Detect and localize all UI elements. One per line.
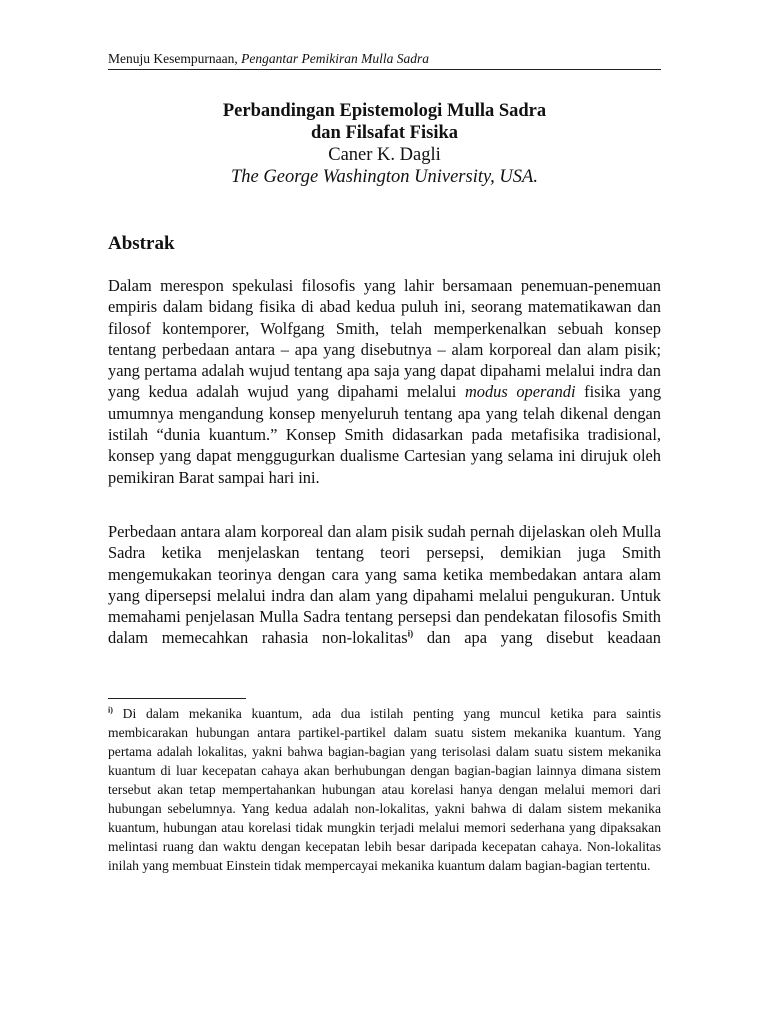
abstract-paragraph-2-text-a: Perbedaan antara alam korporeal dan alam pisik sudah pernah dijelaskan oleh Mulla Sadra ketika menjelaskan tentang teori persepsi, demikian juga Smith mengemukakan teorinya dengan cara yang sama ketika membedakan antara alam yang dipersepsi melalui indra dan alam yang dipahami melalui pengukuran. Untuk memahami penjelasan Mulla Sadra tentang persepsi dan pendekatan filosofis Smith dalam memecahkan rahasia non-lokalitas <box>108 522 661 648</box>
abstract-paragraph-1-text-a: Dalam merespon spekulasi filosofis yang lahir bersamaan penemuan-penemuan empiris dalam bidang fisika di abad kedua puluh ini, seorang matematikawan dan filosof kontemporer, Wolfgang Smith, telah memperkenalkan sebuah konsep tentang perbedaan antara – apa yang disebutnya – alam korporeal dan alam pisik; yang pertama adalah wujud tentang apa saja yang dapat dipahami melalui indra dan yang kedua adalah wujud yang dipahami melalui <box>108 276 661 402</box>
running-header-subtitle: Pengantar Pemikiran Mulla Sadra <box>241 51 429 66</box>
abstract-paragraph-2-text-b: dan apa yang disebut keadaan <box>426 628 661 648</box>
article-affiliation: The George Washington University, USA. <box>231 167 538 187</box>
abstract-paragraph-1 <box>108 275 661 488</box>
article-author: Caner K. Dagli <box>328 145 441 165</box>
running-header <box>108 50 661 70</box>
footnote-separator <box>108 698 246 699</box>
abstract-paragraph-2 <box>108 521 661 649</box>
footnote <box>108 704 661 875</box>
article-title-line-1: Perbandingan Epistemologi Mulla Sadra <box>222 101 547 121</box>
abstract-paragraph-1-text-b: fisika yang umumnya mengandung konsep menyeluruh tentang apa yang telah dikenal dengan istilah “dunia kuantum.” Konsep Smith didasarkan pada metafisika tradisional, konsep yang dapat menggugurkan dualisme Cartesian yang selama ini dirujuk oleh pemikiran Barat sampai hari ini. <box>108 382 662 487</box>
footnote-reference-marker: i) <box>407 629 414 640</box>
abstract-heading: Abstrak <box>108 233 175 254</box>
footnote-marker: i) <box>108 705 113 715</box>
article-title-line-2: dan Filsafat Fisika <box>311 123 458 143</box>
footnote-text: Di dalam mekanika kuantum, ada dua istilah penting yang muncul ketika para saintis membicarakan hubungan antara partikel-partikel dalam suatu sistem mekanika kuantum. Yang pertama adalah lokalitas, yakni bahwa bagian-bagian yang terisolasi dalam suatu sistem mekanika kuantum di luar kecepatan cahaya akan berhubungan dengan bagian-bagian lainnya dimana sistem tersebut akan tetap mempertahankan hubungan atau korelasi hanya dengan melalui memori dari hubungan sebelumnya. Yang kedua adalah non-lokalitas, yakni bahwa di dalam sistem mekanika kuantum, hubungan atau korelasi tidak mungkin terjadi melalui memori sederhana yang dipaksakan melintasi ruang dan waktu dengan kecepatan lebih besar daripada kecepatan cahaya. Non-lokalitas inilah yang membuat Einstein tidak mempercayai mekanika kuantum dalam bagian-bagian tertentu. <box>108 706 661 873</box>
modus-operandi-term: modus operandi <box>464 382 576 402</box>
article-title-block <box>108 100 661 188</box>
running-header-book-title: Menuju Kesempurnaan, <box>108 51 238 66</box>
